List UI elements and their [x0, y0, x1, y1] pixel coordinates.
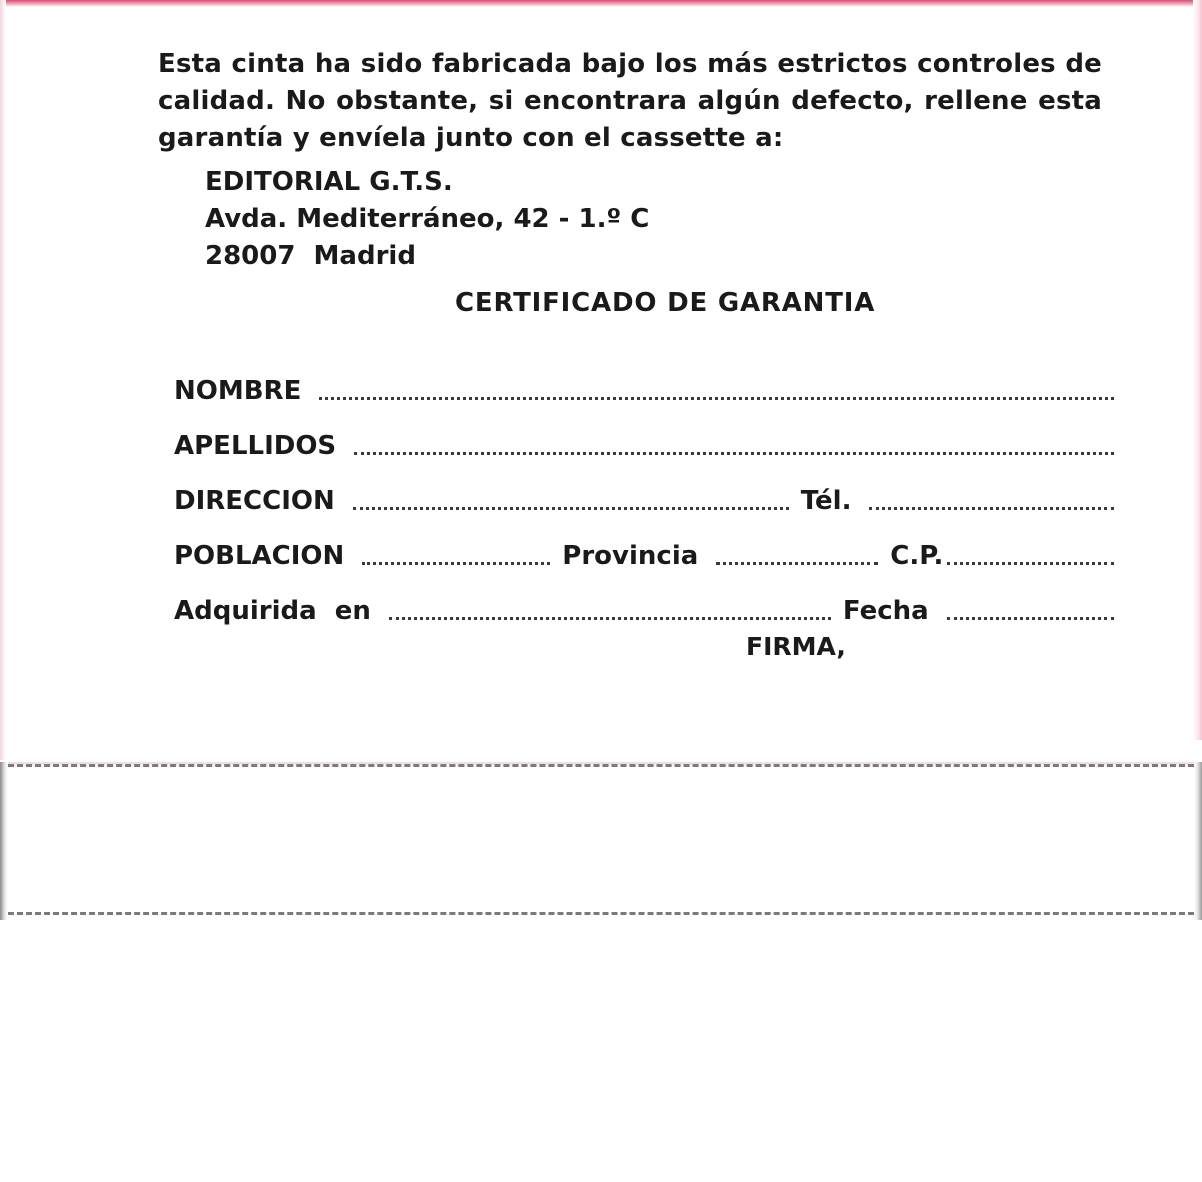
provincia-label: Provincia [562, 541, 699, 571]
pink-right-edge [1193, 0, 1202, 740]
strip-left-edge [0, 762, 8, 920]
telefono-field[interactable] [869, 507, 1114, 510]
nombre-field[interactable] [319, 397, 1114, 400]
direccion-label: DIRECCION [174, 486, 335, 516]
fecha-label: Fecha [842, 596, 929, 626]
card-left-edge [0, 0, 6, 760]
nombre-row [174, 372, 1114, 406]
fecha-field[interactable] [947, 617, 1114, 620]
apellidos-label: APELLIDOS [174, 431, 337, 461]
certificate-title: CERTIFICADO DE GARANTIA [455, 288, 876, 318]
address-company: EDITORIAL G.T.S. [205, 167, 453, 197]
cp-field[interactable] [947, 562, 1114, 565]
perforation-top [8, 764, 1194, 767]
strip-right-edge [1194, 762, 1202, 920]
intro-paragraph: Esta cinta ha sido fabricada bajo los más estrictos controles de calidad. No obstante, si encontrara algún defecto, rellene esta garantía y envíela junto con el cassette a: [158, 49, 1102, 153]
poblacion-label: POBLACION [174, 541, 345, 571]
adquirida-field[interactable] [389, 617, 831, 620]
nombre-label: NOMBRE [174, 376, 302, 406]
apellidos-row [174, 427, 1114, 461]
cp-label: C.P. [890, 541, 944, 571]
cassette-fold-strip [0, 762, 1202, 920]
direccion-field[interactable] [353, 507, 789, 510]
firma-label: FIRMA, [746, 632, 846, 661]
perforation-bottom [8, 912, 1194, 915]
poblacion-field[interactable] [362, 562, 550, 565]
telefono-label: Tél. [800, 486, 852, 516]
address-street: Avda. Mediterráneo, 42 - 1.º C [205, 204, 650, 234]
address-city: 28007 Madrid [205, 241, 416, 271]
apellidos-field[interactable] [354, 452, 1114, 455]
pink-top-border [0, 0, 1202, 7]
adquirida-label: Adquirida en [174, 596, 371, 626]
address-block [205, 164, 649, 275]
poblacion-row [174, 537, 1114, 571]
direccion-row [174, 482, 1114, 516]
provincia-field[interactable] [716, 562, 878, 565]
adquirida-row [174, 592, 1114, 626]
